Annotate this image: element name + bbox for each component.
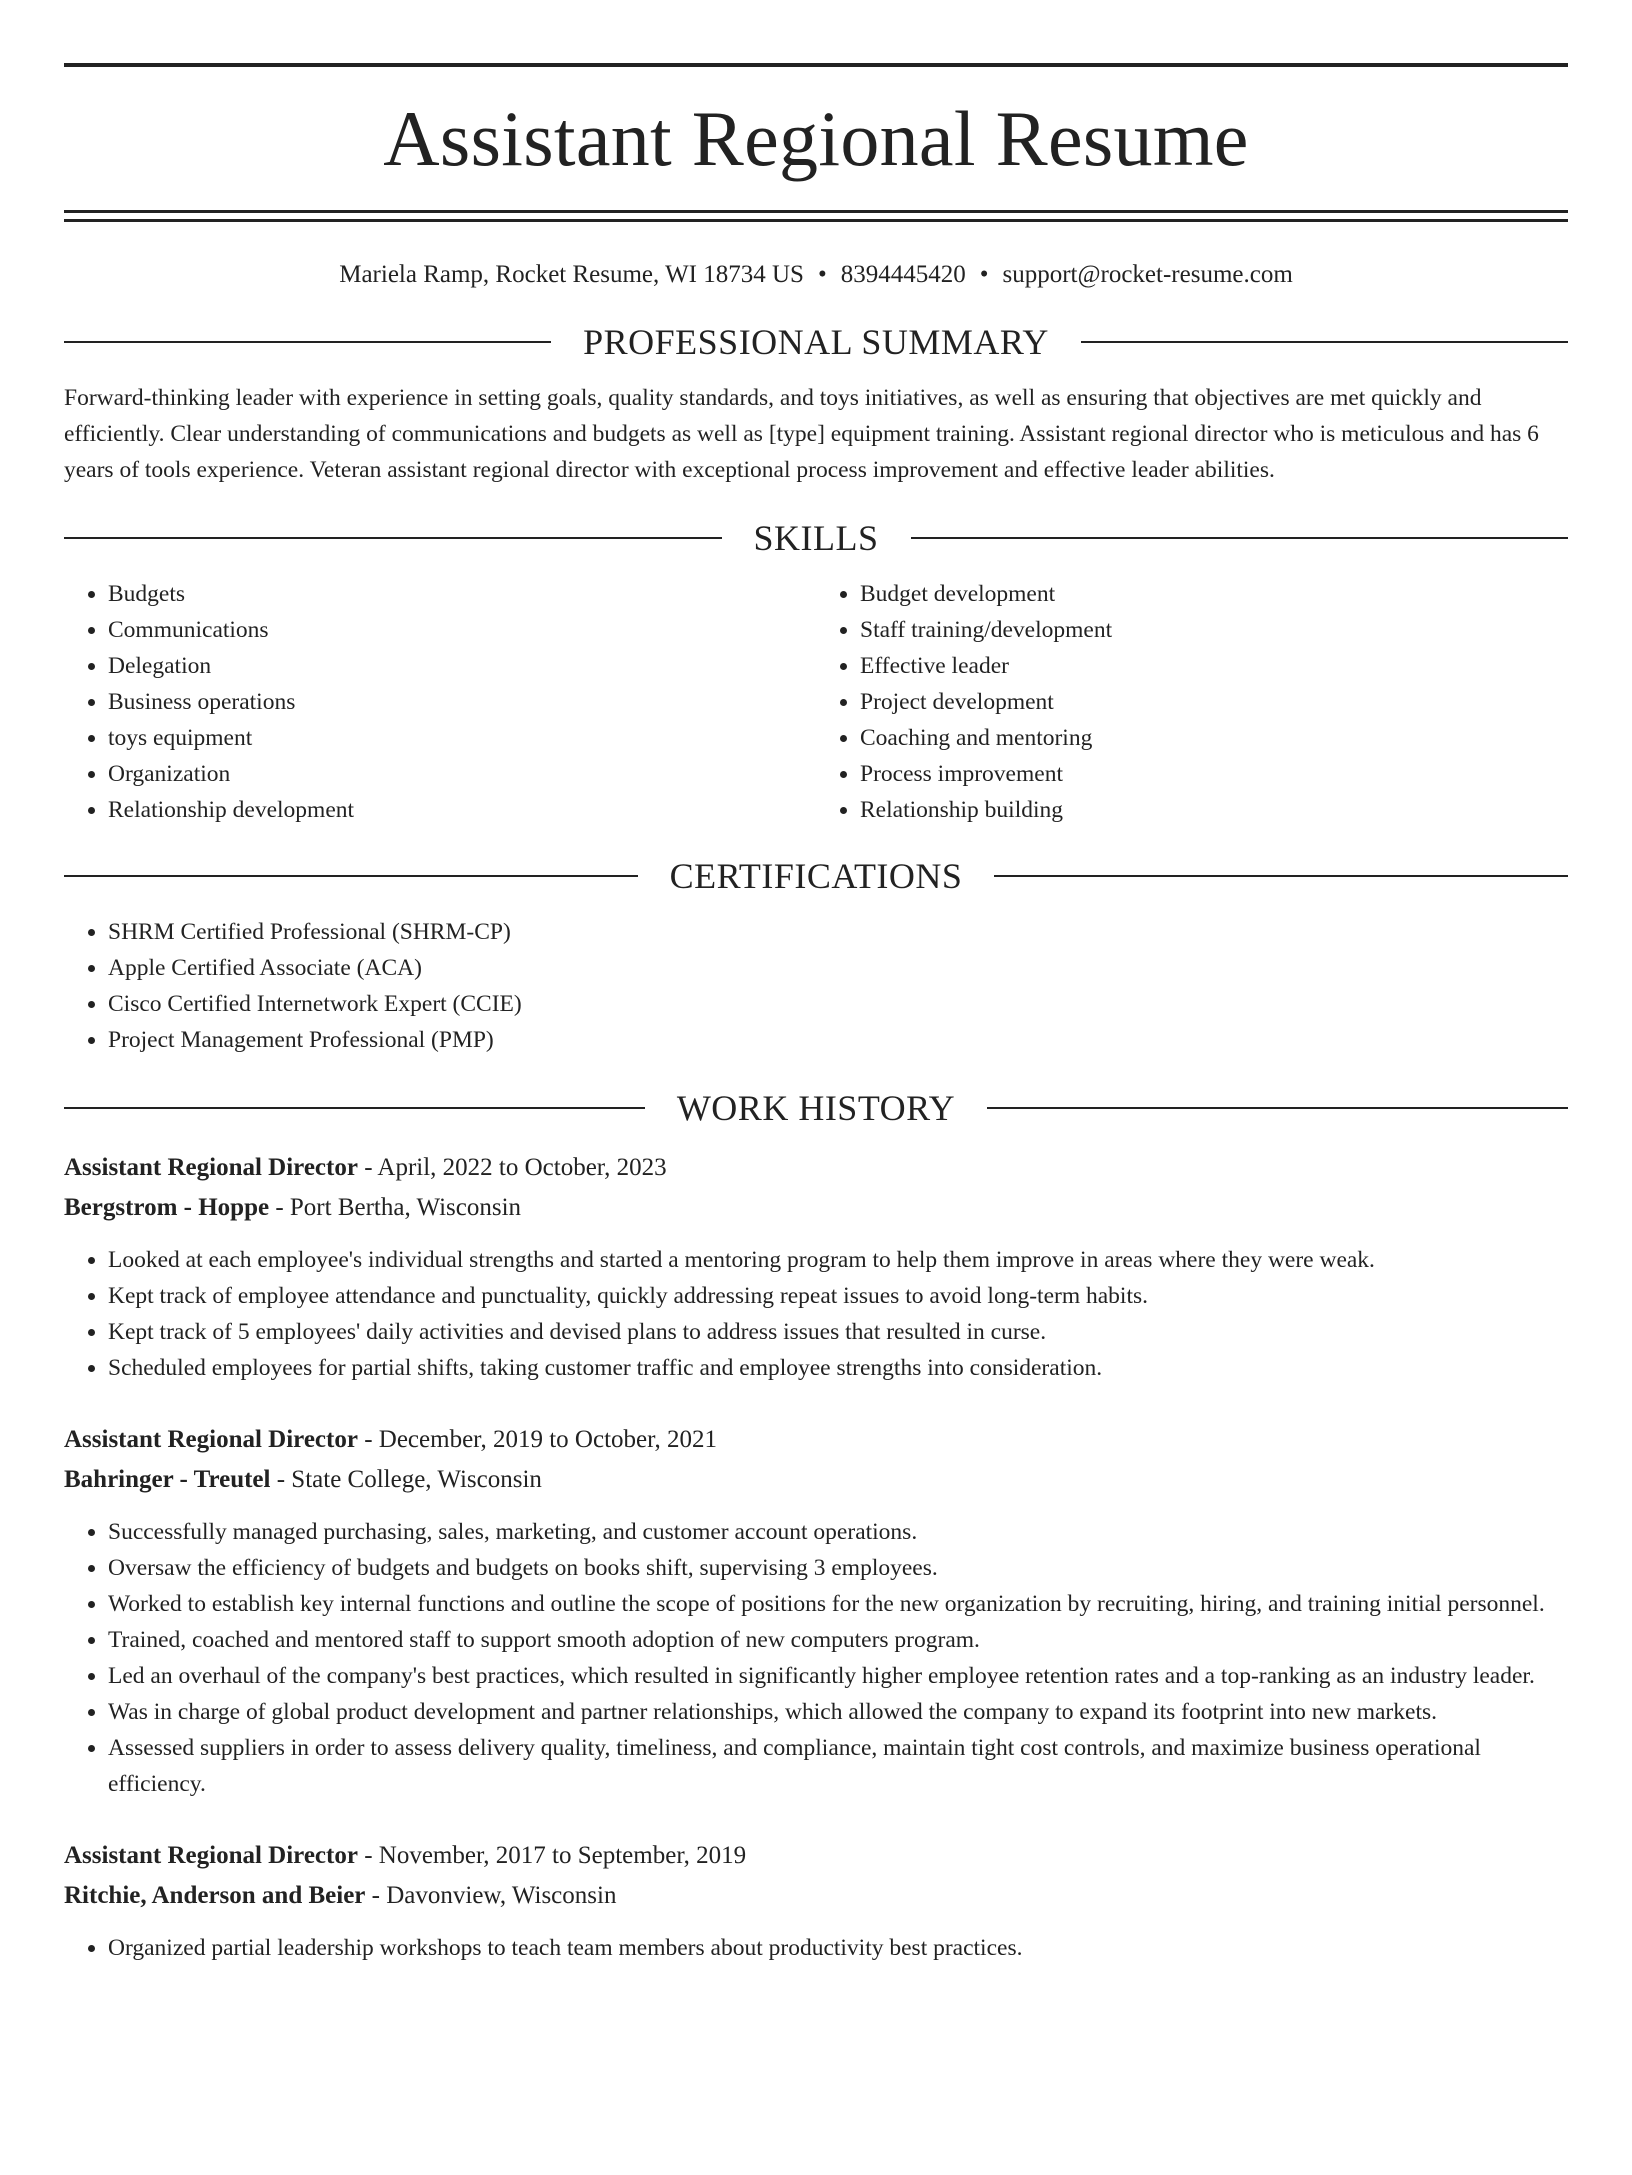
work-history-heading-label: WORK HISTORY xyxy=(676,1088,956,1128)
job-bullet: • Assessed suppliers in order to assess delivery quality, timeliness, and compliance, maintain tight cost controls, and maximize business operational efficiency. xyxy=(108,1730,1568,1802)
skill-item: • Relationship development xyxy=(108,792,816,828)
job-bullet: • Kept track of 5 employees' daily activities and devised plans to address issues that resulted in curse. xyxy=(108,1314,1568,1350)
job-bullet: • Worked to establish key internal functions and outline the scope of positions for the new organization by recruiting, hiring, and training initial personnel. xyxy=(108,1586,1568,1622)
certification-item: • Project Management Professional (PMP) xyxy=(108,1022,1568,1058)
skill-item: • Project development xyxy=(860,684,1568,720)
job-entry xyxy=(64,1420,1568,1802)
certifications-section-heading xyxy=(64,856,1568,896)
job-bullet: • Was in charge of global product development and partner relationships, which allowed the company to expand its footprint into new markets. xyxy=(108,1694,1568,1730)
skill-item: • Budgets xyxy=(108,576,816,612)
skill-item: • Staff training/development xyxy=(860,612,1568,648)
job-title-line xyxy=(64,1148,1568,1188)
job-bullet: • Successfully managed purchasing, sales, marketing, and customer account operations. xyxy=(108,1514,1568,1550)
skill-item: • Organization xyxy=(108,756,816,792)
skill-item: • Process improvement xyxy=(860,756,1568,792)
skill-item: • Delegation xyxy=(108,648,816,684)
contact-separator: • xyxy=(817,261,827,288)
resume-page xyxy=(0,63,1632,2175)
job-title: Assistant Regional Director xyxy=(64,1426,358,1453)
skill-item: • Coaching and mentoring xyxy=(860,720,1568,756)
heading-rule-right xyxy=(987,1107,1568,1109)
resume-title: Assistant Regional Resume xyxy=(383,95,1249,182)
contact-address: Mariela Ramp, Rocket Resume, WI 18734 US xyxy=(339,261,804,288)
job-bullets xyxy=(64,1242,1568,1386)
job-dates: - December, 2019 to October, 2021 xyxy=(357,1426,717,1453)
summary-heading-label: PROFESSIONAL SUMMARY xyxy=(583,322,1049,362)
skill-item: • Business operations xyxy=(108,684,816,720)
heading-rule-left xyxy=(64,537,722,539)
job-title-line xyxy=(64,1836,1568,1876)
work-history-list xyxy=(64,1148,1568,1966)
job-company-line xyxy=(64,1188,1568,1228)
job-title-line xyxy=(64,1420,1568,1460)
job-bullet: • Trained, coached and mentored staff to support smooth adoption of new computers program. xyxy=(108,1622,1568,1658)
certifications-list xyxy=(64,914,1568,1058)
job-title: Assistant Regional Director xyxy=(64,1154,358,1181)
job-company-line xyxy=(64,1460,1568,1500)
skills-heading-label: SKILLS xyxy=(753,518,879,558)
job-location: - Port Bertha, Wisconsin xyxy=(269,1194,522,1221)
job-bullet: • Oversaw the efficiency of budgets and budgets on books shift, supervising 3 employees. xyxy=(108,1550,1568,1586)
job-title: Assistant Regional Director xyxy=(64,1842,358,1869)
job-bullet: • Organized partial leadership workshops to teach team members about productivity best practices. xyxy=(108,1930,1568,1966)
heading-rule-right xyxy=(911,537,1569,539)
summary-text: Forward-thinking leader with experience in setting goals, quality standards, and toys initiatives, as well as ensuring that objectives are met quickly and efficiently. Clear understanding of communications and budgets as well as [type] equipment training. Assistant regional director who is meticulous and has 6 years of tools experience. Veteran assistant regional director with exceptional process improvement and effective leader abilities. xyxy=(64,385,1539,483)
job-company: Ritchie, Anderson and Beier xyxy=(64,1882,366,1909)
job-company: Bergstrom - Hoppe xyxy=(64,1194,270,1221)
top-rule xyxy=(64,63,1568,67)
job-entry xyxy=(64,1836,1568,1966)
contact-line xyxy=(64,260,1568,290)
contact-phone: 8394445420 xyxy=(840,261,966,288)
job-location: - Davonview, Wisconsin xyxy=(365,1882,617,1909)
job-dates: - April, 2022 to October, 2023 xyxy=(357,1154,667,1181)
skills-list-right xyxy=(816,576,1568,828)
skill-item: • Budget development xyxy=(860,576,1568,612)
skills-section-heading xyxy=(64,518,1568,558)
skill-item: • Communications xyxy=(108,612,816,648)
job-bullets xyxy=(64,1514,1568,1802)
job-dates: - November, 2017 to September, 2019 xyxy=(357,1842,747,1869)
heading-rule-right xyxy=(994,875,1568,877)
skill-item: • Effective leader xyxy=(860,648,1568,684)
heading-rule-right xyxy=(1081,341,1568,343)
heading-rule-left xyxy=(64,1107,645,1109)
title-double-rule xyxy=(64,210,1568,222)
contact-email: support@rocket-resume.com xyxy=(1002,261,1293,288)
contact-separator: • xyxy=(979,261,989,288)
skills-columns xyxy=(64,576,1568,828)
certification-item: • Cisco Certified Internetwork Expert (CCIE) xyxy=(108,986,1568,1022)
job-company: Bahringer - Treutel xyxy=(64,1466,271,1493)
skills-list-left xyxy=(64,576,816,828)
summary-section-heading xyxy=(64,322,1568,362)
heading-rule-left xyxy=(64,341,551,343)
skill-item: • Relationship building xyxy=(860,792,1568,828)
job-bullet: • Led an overhaul of the company's best practices, which resulted in significantly higher employee retention rates and a top-ranking as an industry leader. xyxy=(108,1658,1568,1694)
job-bullet: • Scheduled employees for partial shifts, taking customer traffic and employee strengths into consideration. xyxy=(108,1350,1568,1386)
job-entry xyxy=(64,1148,1568,1386)
skill-item: • toys equipment xyxy=(108,720,816,756)
job-company-line xyxy=(64,1876,1568,1916)
certification-item: • Apple Certified Associate (ACA) xyxy=(108,950,1568,986)
work-history-section-heading xyxy=(64,1088,1568,1128)
heading-rule-left xyxy=(64,875,638,877)
job-bullets xyxy=(64,1930,1568,1966)
certification-item: • SHRM Certified Professional (SHRM-CP) xyxy=(108,914,1568,950)
certifications-heading-label: CERTIFICATIONS xyxy=(669,856,963,896)
job-bullet: • Looked at each employee's individual strengths and started a mentoring program to help them improve in areas where they were weak. xyxy=(108,1242,1568,1278)
job-location: - State College, Wisconsin xyxy=(270,1466,542,1493)
job-bullet: • Kept track of employee attendance and punctuality, quickly addressing repeat issues to avoid long-term habits. xyxy=(108,1278,1568,1314)
